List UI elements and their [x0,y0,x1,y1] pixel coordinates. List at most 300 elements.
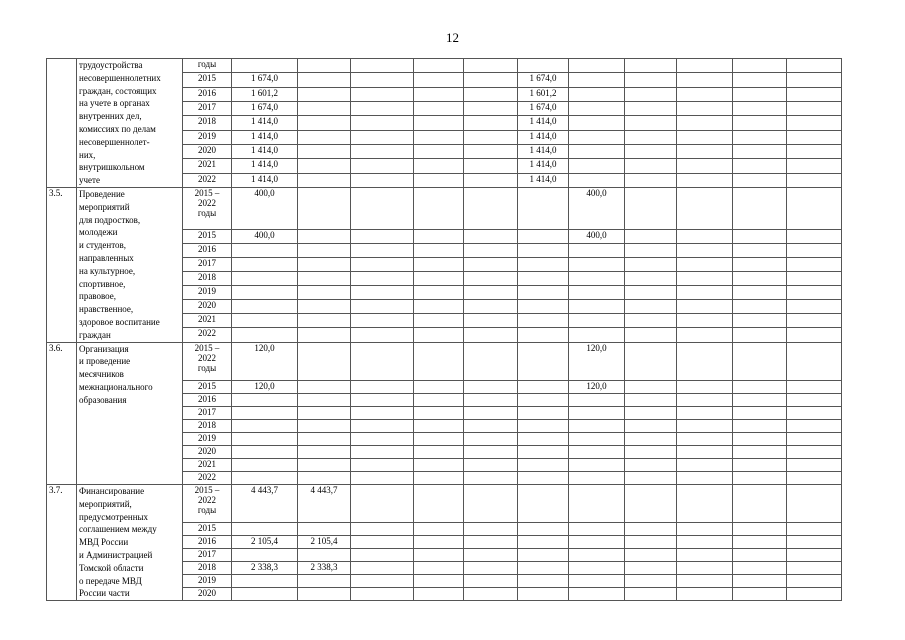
value-cell [569,562,625,575]
value-cell [625,73,677,87]
value-cell [677,101,733,115]
year-cell: 2021 [183,314,232,328]
value-cell [232,257,298,271]
value-cell [733,562,787,575]
value-cell [351,187,414,229]
value-cell [464,59,518,73]
value-cell [298,523,351,536]
value-cell: 2 105,4 [232,536,298,549]
value-cell [569,87,625,101]
value-cell [733,73,787,87]
value-cell [677,393,733,406]
value-cell [518,380,569,393]
value-cell [569,393,625,406]
value-cell [518,432,569,445]
value-cell [464,314,518,328]
item-name-line: мероприятий, [79,498,132,509]
value-cell [351,445,414,458]
value-cell: 120,0 [232,380,298,393]
value-cell: 1 601,2 [232,87,298,101]
value-cell [625,257,677,271]
value-cell [232,575,298,588]
value-cell [787,87,842,101]
value-cell [351,229,414,243]
value-cell [569,406,625,419]
value-cell [414,314,464,328]
value-cell [733,445,787,458]
value-cell [569,458,625,471]
value-cell [232,314,298,328]
year-cell: 2017 [183,257,232,271]
value-cell: 1 601,2 [518,87,569,101]
value-cell [298,101,351,115]
value-cell [569,257,625,271]
value-cell [298,575,351,588]
value-cell [518,187,569,229]
page-number: 12 [446,30,459,45]
value-cell [464,271,518,285]
value-cell [518,300,569,314]
item-name-line: внутренних дел, [79,111,142,122]
value-cell: 4 443,7 [298,484,351,522]
value-cell [787,536,842,549]
value-cell [414,87,464,101]
value-cell [625,130,677,144]
value-cell [464,187,518,229]
value-cell [298,328,351,342]
value-cell [733,243,787,257]
value-cell [298,286,351,300]
value-cell [414,59,464,73]
value-cell [414,380,464,393]
value-cell [518,406,569,419]
value-cell [569,484,625,522]
value-cell [733,173,787,187]
value-cell [518,271,569,285]
value-cell [298,342,351,380]
value-cell [569,286,625,300]
value-cell [787,328,842,342]
value-cell [569,471,625,484]
value-cell [787,458,842,471]
value-cell [298,419,351,432]
value-cell [414,393,464,406]
value-cell [733,575,787,588]
value-cell [351,300,414,314]
value-cell [733,342,787,380]
value-cell [677,243,733,257]
value-cell: 1 414,0 [232,159,298,173]
value-cell [351,562,414,575]
value-cell [351,243,414,257]
table-row [47,59,842,73]
item-name-line: и студентов, [79,240,127,251]
value-cell [232,445,298,458]
value-cell [787,59,842,73]
value-cell [625,229,677,243]
value-cell [677,173,733,187]
item-name-line: для подростков, [79,214,141,225]
value-cell [787,144,842,158]
value-cell [351,471,414,484]
value-cell [414,173,464,187]
item-number: 3.7. [47,484,77,600]
item-name-line: о передаче МВД [79,575,142,586]
value-cell [351,588,414,601]
item-name-line: МВД России [79,537,129,548]
year-cell: 2019 [183,286,232,300]
value-cell [625,243,677,257]
item-name-line: образования [79,394,127,405]
value-cell [464,342,518,380]
value-cell [298,173,351,187]
value-cell [569,173,625,187]
value-cell [351,59,414,73]
value-cell [787,300,842,314]
value-cell [232,419,298,432]
value-cell: 4 443,7 [232,484,298,522]
value-cell: 1 674,0 [518,101,569,115]
item-number: 3.5. [47,187,77,342]
value-cell: 1 414,0 [518,144,569,158]
value-cell [414,229,464,243]
value-cell: 120,0 [569,342,625,380]
value-cell [414,116,464,130]
budget-table [46,58,842,601]
value-cell [351,286,414,300]
value-cell [733,257,787,271]
value-cell [733,300,787,314]
value-cell [414,406,464,419]
value-cell [733,549,787,562]
value-cell [298,300,351,314]
value-cell [518,458,569,471]
value-cell [733,271,787,285]
value-cell [464,406,518,419]
value-cell [414,562,464,575]
value-cell [518,523,569,536]
value-cell [464,575,518,588]
value-cell [625,406,677,419]
value-cell [787,380,842,393]
value-cell [625,588,677,601]
item-name-line: России части [79,588,130,599]
value-cell [414,243,464,257]
value-cell [351,432,414,445]
value-cell [351,257,414,271]
year-cell: 2015 [183,229,232,243]
value-cell [733,328,787,342]
value-cell [787,229,842,243]
value-cell [733,471,787,484]
value-cell [298,458,351,471]
value-cell [677,314,733,328]
item-name-line: предусмотренных [79,511,149,522]
year-cell: 2016 [183,87,232,101]
item-name-line: граждан, состоящих [79,85,157,96]
value-cell [518,257,569,271]
value-cell [733,536,787,549]
value-cell: 400,0 [232,229,298,243]
value-cell: 400,0 [569,229,625,243]
value-cell [464,458,518,471]
value-cell [351,116,414,130]
value-cell [569,144,625,158]
value-cell [787,549,842,562]
value-cell [677,471,733,484]
year-cell: 2020 [183,300,232,314]
value-cell [625,484,677,522]
value-cell [464,471,518,484]
item-name-line: трудоустройства [79,60,143,70]
value-cell: 2 105,4 [298,536,351,549]
value-cell [625,419,677,432]
value-cell [414,484,464,522]
item-name-line: несовершеннолет- [79,136,150,147]
value-cell [464,159,518,173]
value-cell: 1 414,0 [518,116,569,130]
value-cell [518,484,569,522]
year-cell: 2019 [183,575,232,588]
value-cell [677,300,733,314]
item-name-line: мероприятий [79,201,130,212]
value-cell [518,314,569,328]
value-cell [351,419,414,432]
value-cell [298,380,351,393]
value-cell [232,432,298,445]
value-cell [569,419,625,432]
value-cell [733,458,787,471]
value-cell [414,328,464,342]
item-name-line: учете [79,175,100,186]
value-cell [518,575,569,588]
value-cell [787,393,842,406]
value-cell: 1 414,0 [232,173,298,187]
value-cell [677,562,733,575]
year-cell: 2015 – 2022 годы [183,187,232,229]
value-cell [298,73,351,87]
value-cell [787,286,842,300]
value-cell [677,380,733,393]
value-cell [625,536,677,549]
value-cell [298,257,351,271]
year-cell: 2022 [183,173,232,187]
value-cell [625,445,677,458]
value-cell [351,484,414,522]
item-name [77,187,183,342]
year-cell: 2015 [183,73,232,87]
value-cell [518,229,569,243]
value-cell [677,59,733,73]
value-cell [625,187,677,229]
value-cell [733,144,787,158]
value-cell [351,314,414,328]
item-name-line: на культурное, [79,265,136,276]
value-cell [787,159,842,173]
year-cell: 2020 [183,144,232,158]
value-cell [518,445,569,458]
value-cell [414,257,464,271]
value-cell [232,286,298,300]
value-cell [464,243,518,257]
value-cell [464,380,518,393]
value-cell [298,159,351,173]
value-cell [625,144,677,158]
value-cell [625,116,677,130]
value-cell [677,484,733,522]
year-cell: 2020 [183,445,232,458]
value-cell [569,445,625,458]
item-name [77,342,183,484]
value-cell [677,575,733,588]
value-cell [518,243,569,257]
value-cell [351,87,414,101]
value-cell [677,144,733,158]
value-cell [677,257,733,271]
value-cell: 1 414,0 [518,173,569,187]
value-cell [569,73,625,87]
item-name-line: молодежи [79,227,118,238]
item-number: 3.6. [47,342,77,484]
value-cell [677,271,733,285]
item-name-line: них, [79,149,96,160]
year-cell: 2018 [183,419,232,432]
value-cell [569,130,625,144]
item-name-line: месячников [79,369,124,380]
value-cell [733,588,787,601]
value-cell [625,328,677,342]
value-cell: 400,0 [569,187,625,229]
value-cell: 1 414,0 [518,159,569,173]
value-cell [414,419,464,432]
value-cell [414,271,464,285]
value-cell [298,116,351,130]
value-cell [787,73,842,87]
value-cell: 2 338,3 [232,562,298,575]
value-cell [414,575,464,588]
year-cell: 2018 [183,271,232,285]
value-cell [414,588,464,601]
year-cell: 2016 [183,536,232,549]
value-cell [625,575,677,588]
year-cell: 2019 [183,432,232,445]
value-cell [677,286,733,300]
value-cell [569,575,625,588]
value-cell [733,87,787,101]
value-cell [232,243,298,257]
value-cell [464,536,518,549]
value-cell [298,432,351,445]
year-cell: 2017 [183,549,232,562]
value-cell [464,101,518,115]
year-cell: 2017 [183,101,232,115]
value-cell [351,271,414,285]
value-cell [733,59,787,73]
value-cell [298,314,351,328]
value-cell [464,393,518,406]
value-cell [414,458,464,471]
item-name-line: правовое, [79,291,117,302]
value-cell [464,445,518,458]
value-cell [787,445,842,458]
value-cell [351,523,414,536]
value-cell [569,271,625,285]
value-cell [677,159,733,173]
value-cell [787,243,842,257]
value-cell [733,101,787,115]
table-row [47,187,842,229]
value-cell [464,130,518,144]
value-cell [787,432,842,445]
value-cell [298,393,351,406]
year-cell: 2021 [183,458,232,471]
value-cell [677,523,733,536]
value-cell [232,471,298,484]
value-cell [464,419,518,432]
value-cell [677,187,733,229]
value-cell [414,101,464,115]
value-cell [298,406,351,419]
item-number [47,59,77,188]
table-row [47,342,842,380]
value-cell [232,271,298,285]
value-cell [464,286,518,300]
value-cell [414,300,464,314]
value-cell [625,523,677,536]
value-cell [677,458,733,471]
year-cell: 2018 [183,562,232,575]
value-cell [733,432,787,445]
value-cell [733,286,787,300]
value-cell [232,59,298,73]
value-cell [569,549,625,562]
value-cell [733,393,787,406]
value-cell [677,549,733,562]
value-cell [625,314,677,328]
value-cell [298,243,351,257]
value-cell [518,286,569,300]
value-cell: 1 674,0 [232,101,298,115]
item-name-line: и Администрацией [79,549,153,560]
year-cell: 2015 [183,523,232,536]
value-cell [298,229,351,243]
value-cell [518,549,569,562]
value-cell [677,73,733,87]
value-cell [351,173,414,187]
value-cell [787,173,842,187]
value-cell [232,300,298,314]
value-cell [625,159,677,173]
value-cell [414,342,464,380]
value-cell [625,380,677,393]
value-cell [464,523,518,536]
value-cell: 1 414,0 [232,116,298,130]
value-cell [677,328,733,342]
item-name-line: внутришкольном [79,162,145,173]
value-cell [232,393,298,406]
value-cell [625,471,677,484]
value-cell [298,130,351,144]
value-cell [787,116,842,130]
value-cell [677,229,733,243]
value-cell [518,562,569,575]
value-cell [787,257,842,271]
value-cell [351,406,414,419]
value-cell [414,432,464,445]
item-name-line: нравственное, [79,304,134,315]
value-cell [677,419,733,432]
value-cell [464,144,518,158]
